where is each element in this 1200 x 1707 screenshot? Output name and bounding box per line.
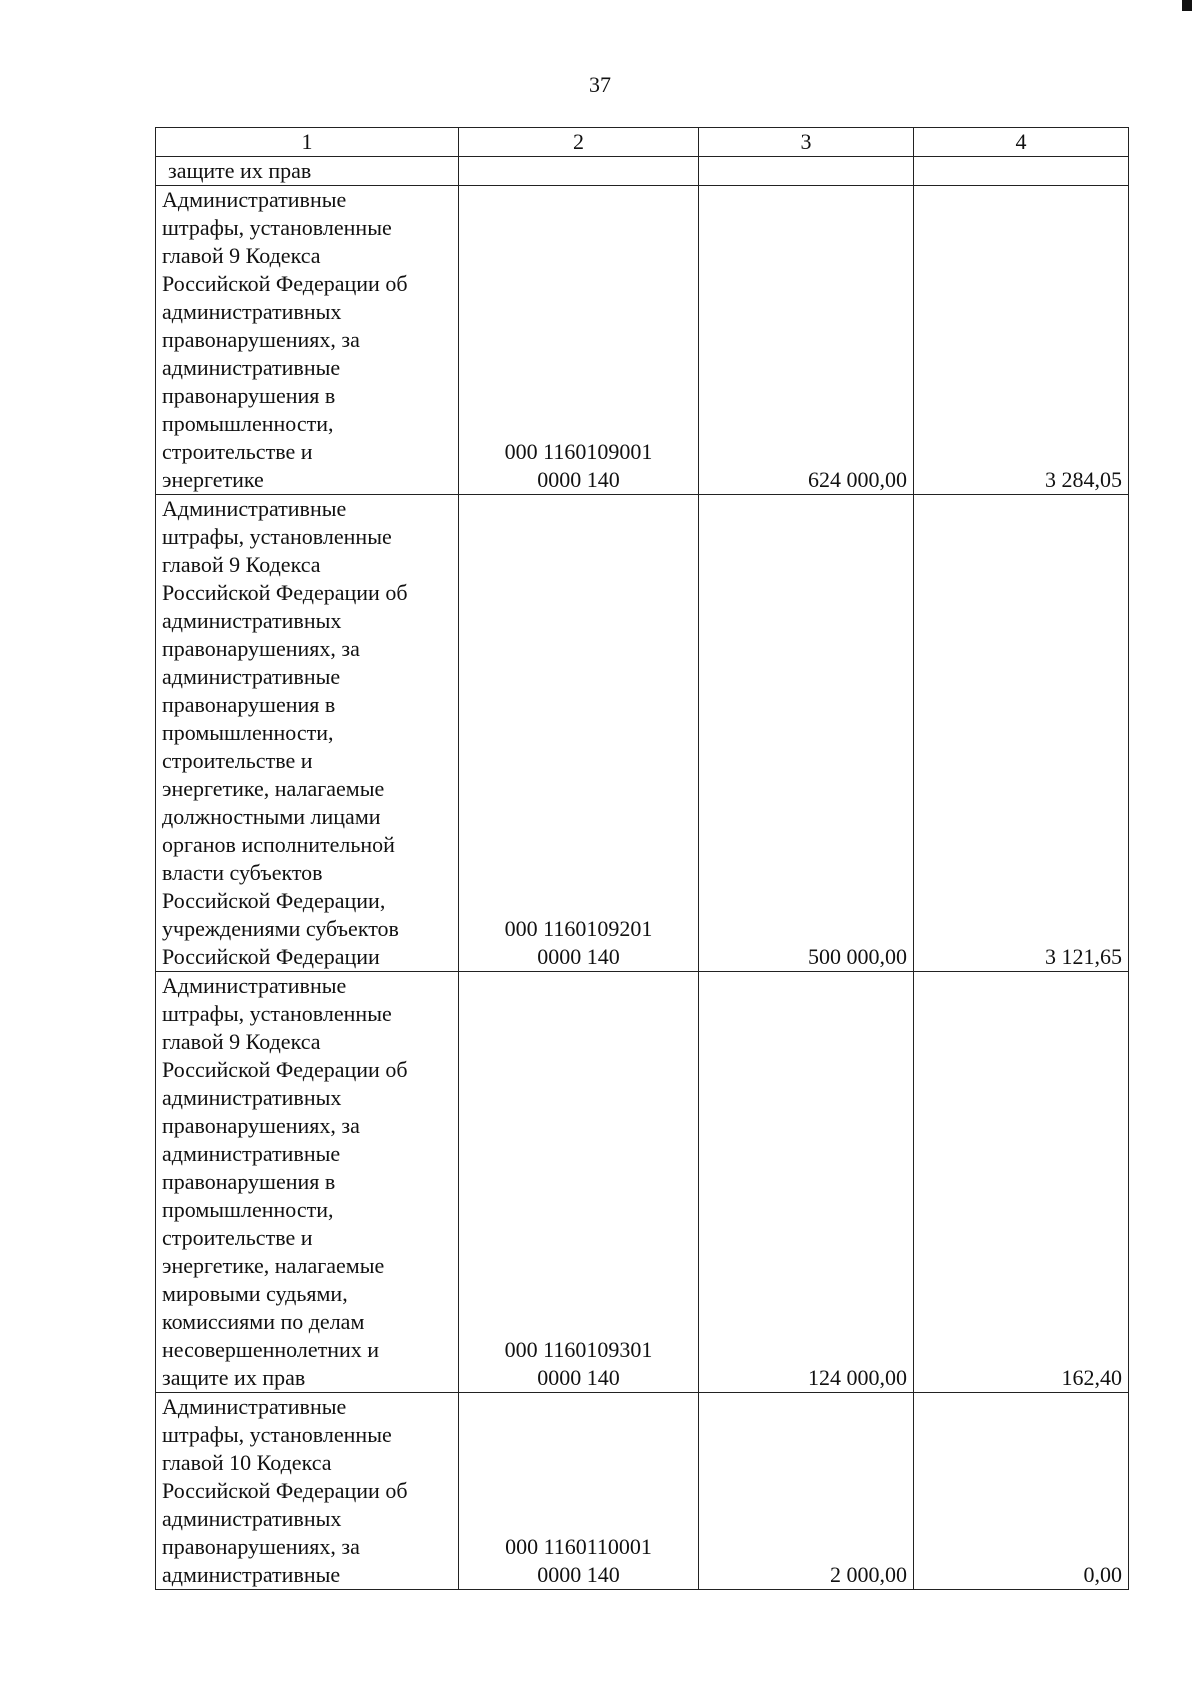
row-code-cell: [459, 157, 699, 186]
row-code-cell: 000 1160109001 0000 140: [459, 186, 699, 495]
row-plan-cell: [699, 157, 914, 186]
row-actual-cell: 162,40: [914, 972, 1129, 1393]
column-header-1: 1: [156, 128, 459, 157]
row-code-cell: 000 1160109201 0000 140: [459, 495, 699, 972]
row-plan-cell: 2 000,00: [699, 1393, 914, 1590]
table-row: [156, 186, 1129, 495]
table-row: [156, 972, 1129, 1393]
table-row: [156, 495, 1129, 972]
budget-table: [155, 127, 1129, 1590]
row-code-cell: 000 1160109301 0000 140: [459, 972, 699, 1393]
row-actual-cell: 3 121,65: [914, 495, 1129, 972]
row-actual-cell: 3 284,05: [914, 186, 1129, 495]
table-row: [156, 1393, 1129, 1590]
column-header-3: 3: [699, 128, 914, 157]
row-actual-cell: 0,00: [914, 1393, 1129, 1590]
table-row: [156, 157, 1129, 186]
row-plan-cell: 124 000,00: [699, 972, 914, 1393]
column-header-2: 2: [459, 128, 699, 157]
row-plan-cell: 500 000,00: [699, 495, 914, 972]
row-name-cell: Административные штрафы, установленные главой 9 Кодекса Российской Федерации об административных правонарушениях, за административные правонарушения в промышленности, строительстве и энергетике: [156, 186, 459, 495]
row-code-cell: 000 1160110001 0000 140: [459, 1393, 699, 1590]
row-name-cell: Административные штрафы, установленные главой 10 Кодекса Российской Федерации об административных правонарушениях, за административные: [156, 1393, 459, 1590]
row-plan-cell: 624 000,00: [699, 186, 914, 495]
column-header-4: 4: [914, 128, 1129, 157]
row-actual-cell: [914, 157, 1129, 186]
page-number: 37: [589, 72, 611, 97]
table-header-row: [156, 128, 1129, 157]
scan-corner-mark: [1182, 0, 1192, 11]
row-name-cell: Административные штрафы, установленные главой 9 Кодекса Российской Федерации об административных правонарушениях, за административные правонарушения в промышленности, строительстве и энергетике, налагаемые мировыми судьями, комиссиями по делам несовершеннолетних и защите их прав: [156, 972, 459, 1393]
row-name-cell: защите их прав: [156, 157, 459, 186]
row-name-cell: Административные штрафы, установленные главой 9 Кодекса Российской Федерации об административных правонарушениях, за административные правонарушения в промышленности, строительстве и энергетике, налагаемые должностными лицами органов исполнительной власти субъектов Российской Федерации, учреждениями субъектов Российской Федерации: [156, 495, 459, 972]
